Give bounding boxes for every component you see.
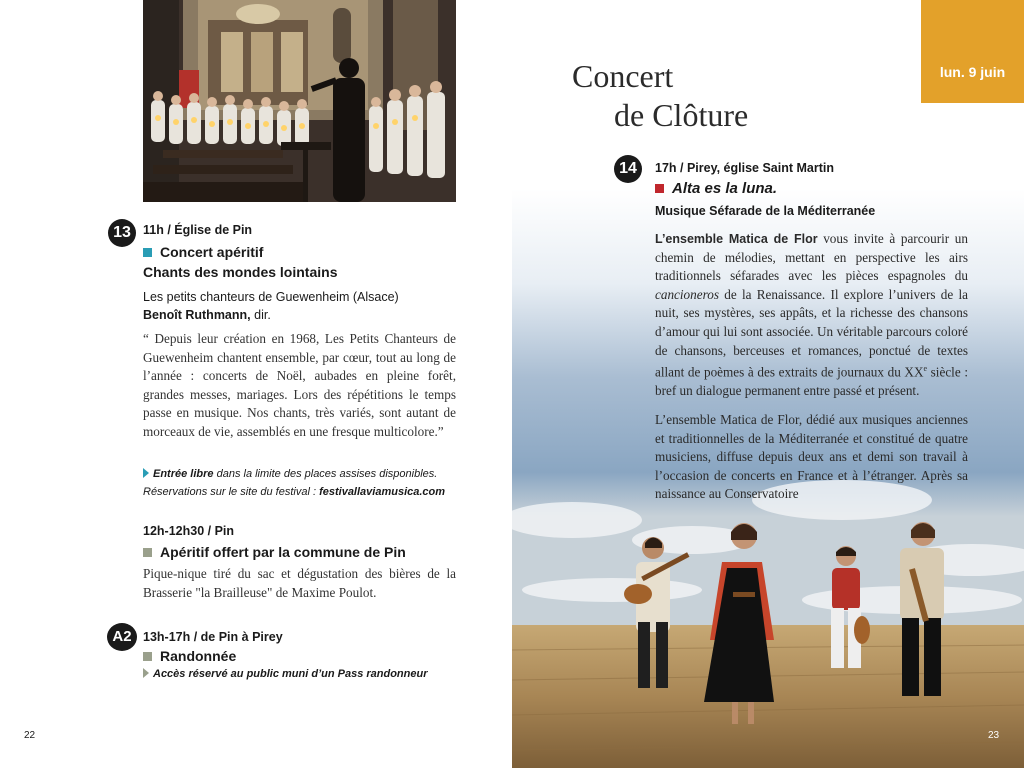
aperitif-description: Pique-nique tiré du sac et dégustation des bières de la Brasserie "la Brailleuse" de Maxime Poulot. <box>143 566 456 600</box>
red-square-icon <box>655 184 664 193</box>
hike-title <box>143 648 236 664</box>
concert-title-line-2: de Clôture <box>614 97 749 133</box>
hike-note <box>143 668 427 680</box>
teal-square-icon <box>143 248 152 257</box>
ensemble-name: L’ensemble Matica de Flor <box>655 232 818 246</box>
event-title-text: Concert apéritif <box>160 244 264 260</box>
director-name: Benoît Ruthmann, <box>143 308 251 322</box>
director-line <box>143 308 271 322</box>
ensemble-description <box>655 230 968 401</box>
page-number-right: 23 <box>988 730 1000 741</box>
event-description: “ Depuis leur création en 1968, Les Petits Chanteurs de Guewenheim chantent ensemble, par cœur, tout au long de l’année : concerts de Noël, aubades en pleine forêt, grandes messes, mariages. Lors des répétitions le temps passe en musique. Nos chants, très variés, sont autant de morceaux de vie, assemblés en une fresque multicolore.” <box>143 331 456 439</box>
description-part3: siècle : bref un dialogue permanent entre passé et présent. <box>655 364 968 399</box>
event-subtitle: Musique Séfarade de la Méditerranée <box>655 204 876 218</box>
triangle-bullet-icon <box>143 668 149 678</box>
grey-square-icon <box>143 548 152 557</box>
hike-title-text: Randonnée <box>160 648 237 664</box>
description-part2: de la Renaissance. Il explore l’univers de la nuit, ses mystères, ses appâts, et la richesse des chansons d’amour qui lui sont associée. Un véritable parcours coloré de chansons, berceuses et romances, ponctué de textes allant de poèmes à des extraits de journaux du XX <box>655 286 968 380</box>
description-italic: cancioneros <box>655 286 719 302</box>
ensemble-description-para2: L’ensemble Matica de Flor, dédié aux musiques anciennes et traditionnelles de la Méditerranée et constitué de quatre musiciens, diffuse depuis deux ans et demi son travail à l’occasion de concerts en France et à l’étranger. Après sa naissance au Conservatoire <box>655 412 968 502</box>
aperitif-title-text: Apéritif offert par la commune de Pin <box>160 544 406 560</box>
hike-note-text: Accès réservé au public muni d’un Pass randonneur <box>153 668 428 680</box>
grey-square-icon <box>143 652 152 661</box>
aperitif-title <box>143 544 406 560</box>
event-number-badge: 13 <box>108 219 136 247</box>
date-tab <box>921 0 1024 103</box>
performer-name: Les petits chanteurs de Guewenheim (Alsace) <box>143 290 399 304</box>
hike-time-place: 13h-17h / de Pin à Pirey <box>143 630 283 644</box>
director-role: dir. <box>250 308 271 322</box>
choir-photo <box>143 0 456 202</box>
page-number-left: 22 <box>24 730 36 741</box>
right-page <box>512 0 1024 768</box>
entry-info <box>143 468 437 480</box>
event-title <box>143 244 263 260</box>
entry-bold: Entrée libre <box>153 468 214 480</box>
hike-number-badge: A2 <box>107 623 137 651</box>
triangle-bullet-icon <box>143 468 149 478</box>
event-title-text: Alta es la luna. <box>672 180 778 197</box>
event-time-place: 17h / Pirey, église Saint Martin <box>655 161 834 175</box>
event-title <box>655 180 777 197</box>
festival-website-link[interactable]: festivallaviamusica.com <box>319 486 446 498</box>
concert-title-line-1: Concert <box>572 58 674 94</box>
aperitif-time-place: 12h-12h30 / Pin <box>143 524 235 538</box>
reservation-info <box>143 486 445 498</box>
entry-rest: dans la limite des places assises disponibles. <box>213 468 438 480</box>
description-part1: vous invite à parcourir un chemin de mélodies, mettant en perspective les airs traditionnels séfarades avec les pièces espagnoles du <box>655 231 968 284</box>
date-label: lun. 9 juin <box>939 64 1006 80</box>
century-superscript: e <box>923 364 928 374</box>
event-subtitle: Chants des mondes lointains <box>143 264 338 280</box>
event-time-place: 11h / Église de Pin <box>143 223 253 237</box>
event-number-badge: 14 <box>614 155 642 183</box>
reservation-text: Réservations sur le site du festival : <box>143 486 320 498</box>
